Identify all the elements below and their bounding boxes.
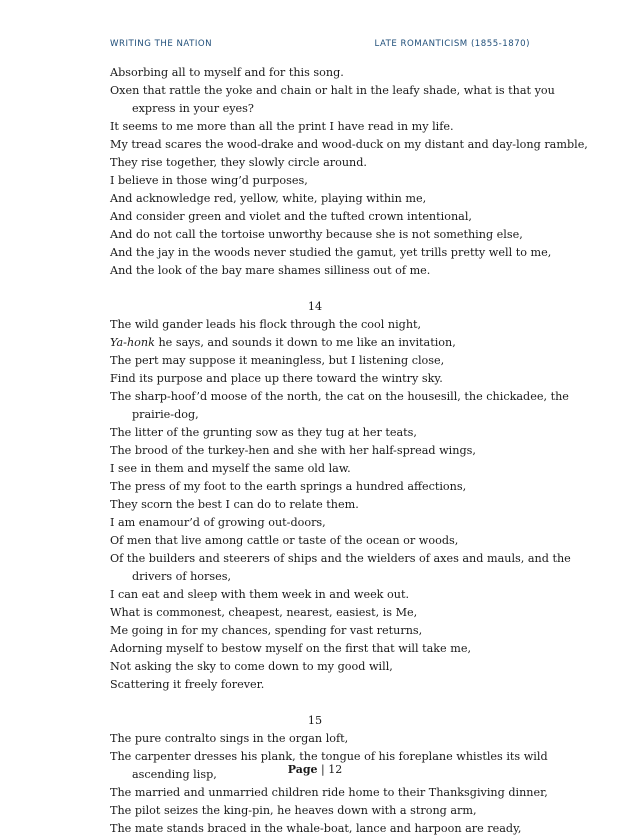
poem-line: The wild gander leads his flock through the cool night, bbox=[110, 318, 422, 331]
poem-line: The sharp-hoof’d moose of the north, the cat on the housesill, the chickadee, the bbox=[110, 390, 569, 403]
poem-line: The pilot seizes the king-pin, he heaves down with a strong arm, bbox=[110, 804, 477, 817]
poem-line: Find its purpose and place up there toward the wintry sky. bbox=[110, 372, 443, 385]
poem-line: They scorn the best I can do to relate them. bbox=[110, 498, 359, 511]
poem-line: Not asking the sky to come down to my good will, bbox=[110, 660, 393, 673]
stanza-14-lines bbox=[110, 352, 571, 694]
poem-line: The litter of the grunting sow as they tug at her teats, bbox=[110, 426, 417, 439]
poem-line bbox=[110, 334, 540, 352]
poem-line: They rise together, they slowly circle around. bbox=[110, 156, 367, 169]
stanza-15-lines bbox=[110, 730, 548, 838]
poem-line: Of men that live among cattle or taste of the ocean or woods, bbox=[110, 534, 459, 547]
page-footer bbox=[0, 763, 630, 776]
poem-line: And do not call the tortoise unworthy because she is not something else, bbox=[110, 228, 523, 241]
poem-line: The carpenter dresses his plank, the tongue of his foreplane whistles its wild bbox=[110, 750, 548, 763]
poem-line: My tread scares the wood-drake and wood-duck on my distant and day-long ramble, bbox=[110, 138, 588, 151]
poem-line: I am enamour’d of growing out-doors, bbox=[110, 516, 326, 529]
page-separator: | bbox=[321, 763, 325, 776]
poem-line: What is commonest, cheapest, nearest, easiest, is Me, bbox=[110, 606, 418, 619]
poem-body bbox=[110, 64, 588, 838]
poem-line: The brood of the turkey-hen and she with her half-spread wings, bbox=[110, 444, 476, 457]
poem-line-rest: he says, and sounds it down to me like an invitation, bbox=[154, 336, 456, 349]
poem-line: prairie-dog, bbox=[132, 408, 199, 421]
poem-line: And acknowledge red, yellow, white, playing within me, bbox=[110, 192, 427, 205]
header-left-title: WRITING THE NATION bbox=[110, 39, 213, 49]
poem-line: I can eat and sleep with them week in and week out. bbox=[110, 588, 410, 601]
poem-line: And consider green and violet and the tufted crown intentional, bbox=[110, 210, 472, 223]
page-label: Page bbox=[287, 763, 318, 776]
poem-line: I see in them and myself the same old law. bbox=[110, 462, 351, 475]
poem-line: express in your eyes? bbox=[132, 102, 254, 115]
running-header bbox=[110, 39, 530, 55]
poem-line: I believe in those wing’d purposes, bbox=[110, 174, 308, 187]
poem-line: Adorning myself to bestow myself on the first that will take me, bbox=[110, 642, 472, 655]
poem-line: ascending lisp, bbox=[132, 768, 217, 781]
poem-line: It seems to me more than all the print I have read in my life. bbox=[110, 120, 454, 133]
poem-line: drivers of horses, bbox=[132, 570, 232, 583]
poem-line: The press of my foot to the earth springs a hundred affections, bbox=[110, 480, 467, 493]
poem-line: The pure contralto sings in the organ loft, bbox=[110, 732, 349, 745]
stanza-number-14: 14 bbox=[307, 300, 323, 313]
italic-call: Ya-honk bbox=[110, 336, 155, 349]
poem-line: The mate stands braced in the whale-boat, lance and harpoon are ready, bbox=[110, 822, 522, 835]
poem-line: The pert may suppose it meaningless, but I listening close, bbox=[110, 354, 445, 367]
poem-line: And the jay in the woods never studied the gamut, yet trills pretty well to me, bbox=[110, 246, 552, 259]
poem-line: And the look of the bay mare shames silliness out of me. bbox=[110, 264, 431, 277]
page-number: 12 bbox=[328, 763, 343, 776]
poem-line: The married and unmarried children ride home to their Thanksgiving dinner, bbox=[110, 786, 548, 799]
poem-line: Of the builders and steerers of ships and the wielders of axes and mauls, and the bbox=[110, 552, 571, 565]
poem-line: Scattering it freely forever. bbox=[110, 678, 265, 691]
poem-line: Oxen that rattle the yoke and chain or halt in the leafy shade, what is that you bbox=[110, 84, 555, 97]
stanza-number-15: 15 bbox=[307, 714, 323, 727]
poem-line: Absorbing all to myself and for this song. bbox=[110, 66, 344, 79]
poem-line: Me going in for my chances, spending for vast returns, bbox=[110, 624, 423, 637]
poem-block-continued bbox=[110, 64, 588, 280]
header-right-title: LATE ROMANTICISM (1855-1870) bbox=[374, 39, 530, 49]
